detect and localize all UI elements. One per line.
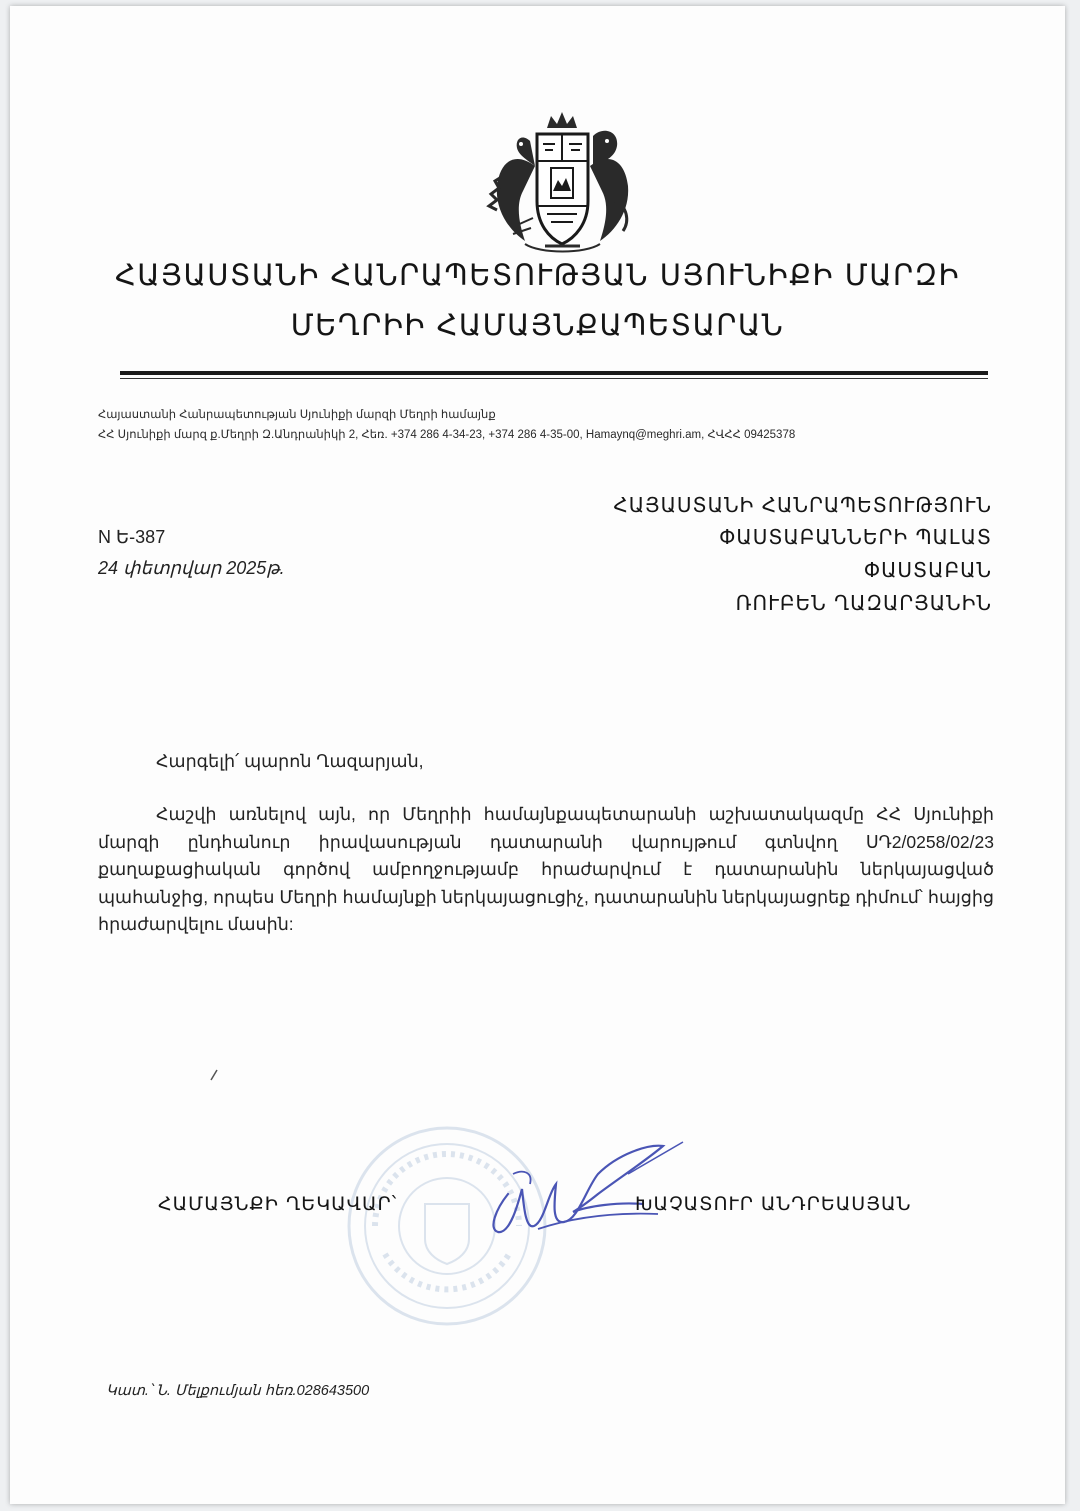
document-date: 24 փետրվար 2025թ. [98,558,285,578]
letter-body: Հաշվի առնելով այն, որ Մեղրիի համայնքապետարանի աշխատակազմը ՀՀ Սյունիքի մարզի ընդհանուր իրավասության դատարանի վարույթում գտնվող ՍԴ2/0258/02/23 քաղաքացիական գործով ամբողջությամբ հրաժարվում է դատարանին ներկայացված պահանջից, որպես Մեղրի համայնքի ներկայացուցիչ, դատարանին ներկայացրեք դիմում՝ հայցից հրաժարվելու մասին: [98,804,994,934]
letter-page [10,6,1065,1504]
recipient-line3: ՓԱՍՏԱԲԱՆ [863,558,992,582]
contact-line2: ՀՀ Սյունիքի մարզ ք.Մեղրի Զ.Անդրանիկի 2, Հեռ. +374 286 4-34-23, +374 286 4-35-00, Hamaynq@meghri.am, ՀՎՀՀ 09425378 [98,429,796,441]
pen-mark-icon [208,1068,220,1082]
institution-title-line2: ՄԵՂՐԻԻ ՀԱՄԱՅՆՔԱՊԵՏԱՐԱՆ [290,308,785,342]
signatory-position: ՀԱՄԱՅՆՔԻ ՂԵԿԱՎԱՐ՝ [158,1193,398,1215]
letter-greeting: Հարգելի՛ պարոն Ղազարյան, [156,751,424,771]
recipient-line4: ՌՈՒԲԵՆ ՂԱԶԱՐՅԱՆԻՆ [735,591,992,615]
handwritten-signature-icon [478,1134,688,1249]
signatory-name: ԽԱՉԱՏՈՒՐ ԱՆԴՐԵԱՍՅԱՆ [635,1193,912,1215]
executor-note: Կատ.՝ Ն. Մելքումյան հեռ.028643500 [106,1383,370,1399]
document-number: N Ե-387 [98,527,166,547]
contact-line1: Հայաստանի Հանրապետության Սյունիքի մարզի Մեղրի համայնք [98,409,496,421]
recipient-line1: ՀԱՅԱՍՏԱՆԻ ՀԱՆՐԱՊԵՏՈՒԹՅՈՒՆ [613,493,992,517]
armenia-coat-of-arms-icon [485,106,640,256]
header-divider-thin [120,378,988,379]
header-divider [120,371,988,375]
institution-title-line1: ՀԱՅԱՍՏԱՆԻ ՀԱՆՐԱՊԵՏՈՒԹՅԱՆ ՍՅՈՒՆԻՔԻ ՄԱՐԶԻ [114,258,961,292]
recipient-line2: ՓԱՍՏԱԲԱՆՆԵՐԻ ՊԱԼԱՏ [719,525,992,549]
